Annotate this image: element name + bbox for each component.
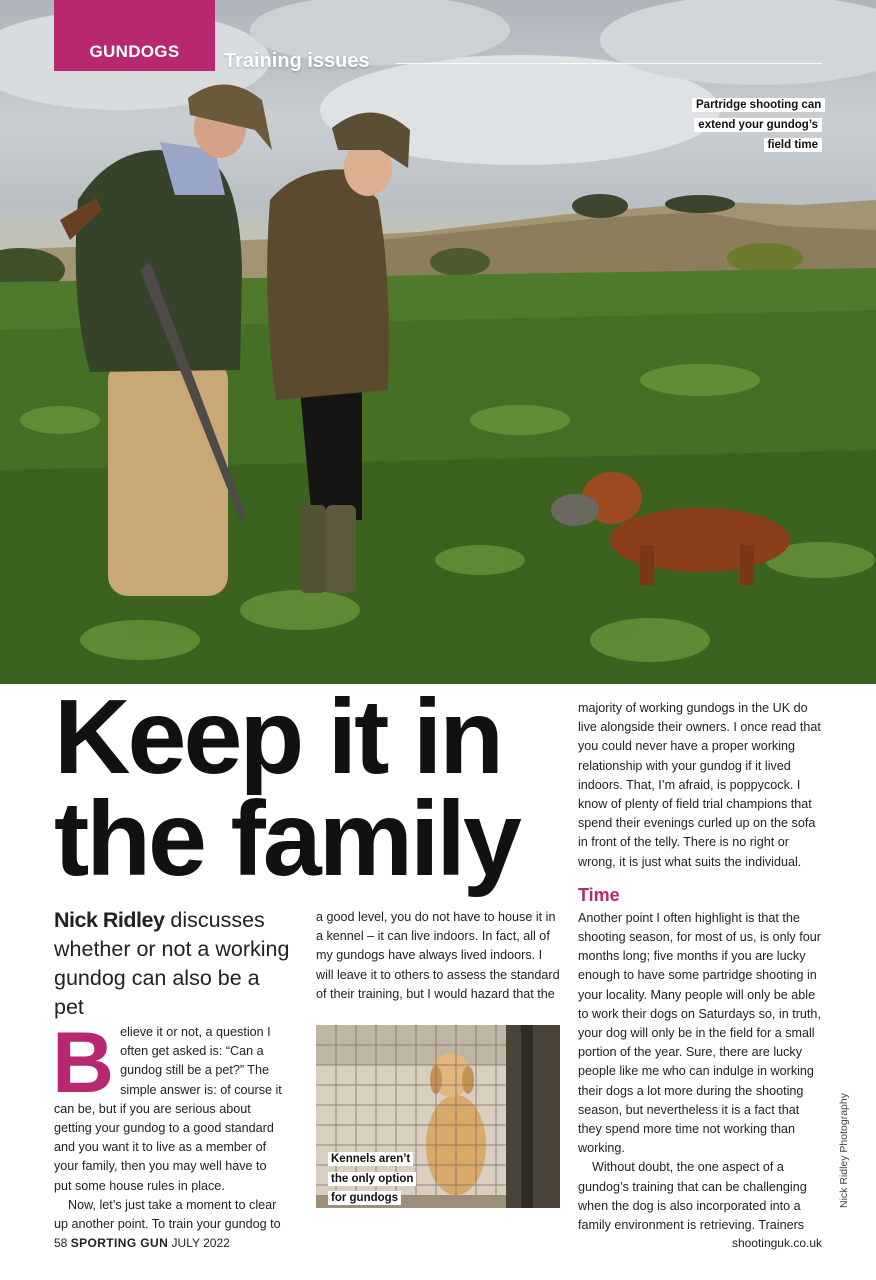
section-rule [396, 63, 822, 64]
page-footer [54, 1236, 822, 1250]
author-name: Nick Ridley [54, 908, 165, 932]
body-column-2 [316, 908, 560, 1004]
paragraph: Another point I often highlight is that the shooting season, for most of us, is only four months long; five months if you are lucky enough to have some partridge shooting in your locality. Many people will only be able to work their dogs on Saturdays so, in truth, your dog will only be in the field for a small portion of the year. Sure, there are lucky people like me who can indulge in working their dogs a lot more during the shooting season, but nevertheless it is a fact that they spend more time not working than working. [578, 910, 821, 1156]
hero-caption-text: Partridge shooting can extend your gundog’s field time [692, 98, 825, 152]
footer-left [54, 1236, 230, 1250]
kennel-caption [328, 1149, 418, 1208]
body-column-1 [52, 1015, 286, 1234]
subhead: Time [578, 884, 620, 905]
dropcap: B [52, 1015, 115, 1111]
kennel-caption-text: Kennels aren’t the only option for gundogs [328, 1152, 416, 1205]
kennel-photo [316, 1025, 560, 1208]
section-tag: GUNDOGS [54, 0, 215, 71]
photo-credit: Nick Ridley Photography [838, 1093, 850, 1208]
page-number: 58 [54, 1236, 68, 1250]
headline-line1: Keep it in [54, 678, 502, 796]
body-column-3 [578, 699, 822, 1235]
paragraph: majority of working gundogs in the UK do live alongside their owners. I once read that you could never have a proper working relationship with your gundog if it lived indoors. That, I’m afraid, is poppycock. I know of plenty of field trial champions that spend their evenings curled up on the sofa in front of the telly. There is no right or wrong, it is just what suits the individual. [578, 701, 821, 869]
paragraph: a good level, you do not have to house it in a kennel – it can live indoors. In fact, all of my gundogs have always lived indoors. I will leave it to others to assess the standard of their training, but I would hazard that the [316, 910, 560, 1001]
paragraph: Now, let’s just take a moment to clear up another point. To train your gundog to [54, 1197, 281, 1232]
headline-line2: the family [54, 780, 519, 898]
paragraph: Without doubt, the one aspect of a gundog’s training that can be challenging when the dog is also incorporated into a family environment is retrieving. Trainers [578, 1160, 807, 1233]
hero-caption [692, 95, 822, 155]
website: shootinguk.co.uk [731, 1236, 822, 1250]
standfirst [54, 906, 294, 1022]
standfirst-text: discusses whether or not a working gundog can also be a pet [54, 908, 290, 1019]
section-title: Training issues [224, 50, 370, 72]
paragraph: elieve it or not, a question I often get asked is: “Can a gundog still be a pet?” The simple answer is: of course it can be, but if you are serious about getting your gundog to a good standard and you want it to live as a member of your family, then you may well have to put some house rules in place. [54, 1025, 282, 1193]
issue-date: JULY 2022 [171, 1236, 230, 1250]
magazine-name: SPORTING GUN [70, 1236, 169, 1250]
headline [54, 678, 574, 898]
